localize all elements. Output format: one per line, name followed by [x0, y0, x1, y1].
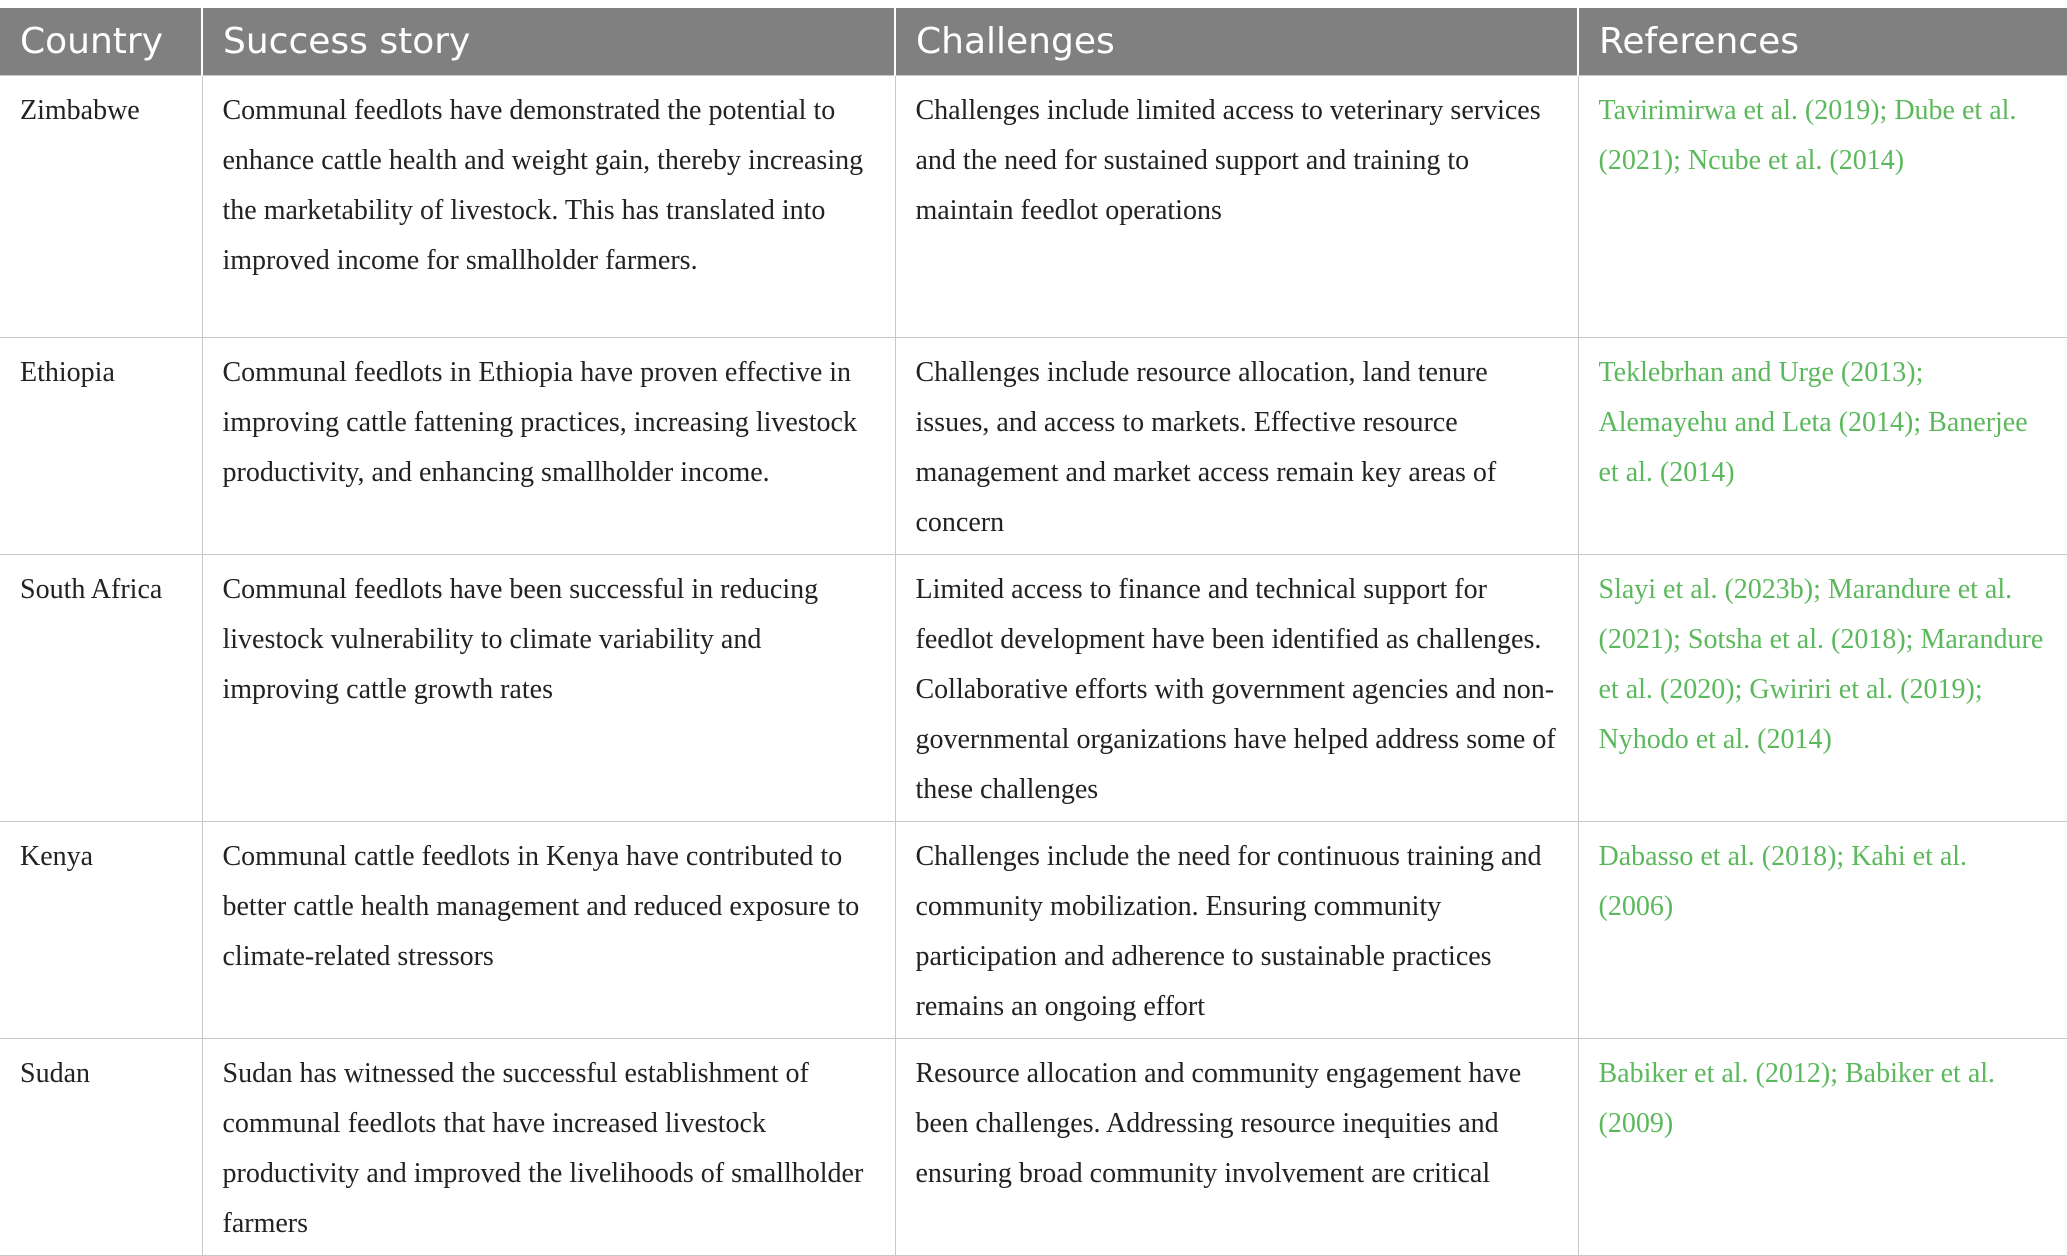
cell-challenges: Challenges include limited access to veterinary services and the need for sustained support and training to maintain feedlot operations — [895, 75, 1578, 337]
cell-challenges: Challenges include resource allocation, land tenure issues, and access to markets. Effective resource management and market access remain key areas of concern — [895, 337, 1578, 554]
cell-references[interactable]: Slayi et al. (2023b); Marandure et al. (2021); Sotsha et al. (2018); Marandure et al. (2020); Gwiriri et al. (2019); Nyhodo et al. (2014) — [1578, 554, 2067, 821]
cell-challenges: Resource allocation and community engagement have been challenges. Addressing resource inequities and ensuring broad community involvement are critical — [895, 1038, 1578, 1255]
cell-success-story: Sudan has witnessed the successful establishment of communal feedlots that have increased livestock productivity and improved the livelihoods of smallholder farmers — [202, 1038, 895, 1255]
cell-references[interactable]: Tavirimirwa et al. (2019); Dube et al. (2021); Ncube et al. (2014) — [1578, 75, 2067, 337]
header-row — [0, 8, 2067, 75]
table-row — [0, 821, 2067, 1038]
cell-success-story: Communal cattle feedlots in Kenya have contributed to better cattle health management and reduced exposure to climate-related stressors — [202, 821, 895, 1038]
cell-country: Sudan — [0, 1038, 202, 1255]
cell-challenges: Limited access to finance and technical support for feedlot development have been identified as challenges. Collaborative efforts with government agencies and non-governmental organizations have helped address some of these challenges — [895, 554, 1578, 821]
cell-country: Ethiopia — [0, 337, 202, 554]
cell-references[interactable]: Teklebrhan and Urge (2013); Alemayehu and Leta (2014); Banerjee et al. (2014) — [1578, 337, 2067, 554]
cell-country: South Africa — [0, 554, 202, 821]
cell-success-story: Communal feedlots in Ethiopia have proven effective in improving cattle fattening practices, increasing livestock productivity, and enhancing smallholder income. — [202, 337, 895, 554]
cell-references[interactable]: Dabasso et al. (2018); Kahi et al. (2006) — [1578, 821, 2067, 1038]
cell-success-story: Communal feedlots have been successful in reducing livestock vulnerability to climate variability and improving cattle growth rates — [202, 554, 895, 821]
header-country: Country — [0, 8, 202, 75]
cell-country: Kenya — [0, 821, 202, 1038]
table-body — [0, 75, 2067, 1255]
cell-references[interactable]: Babiker et al. (2012); Babiker et al. (2009) — [1578, 1038, 2067, 1255]
feedlot-table — [0, 8, 2067, 1256]
header-success-story: Success story — [202, 8, 895, 75]
table-row — [0, 337, 2067, 554]
table-row — [0, 75, 2067, 337]
table-header — [0, 8, 2067, 75]
cell-country: Zimbabwe — [0, 75, 202, 337]
cell-challenges: Challenges include the need for continuous training and community mobilization. Ensuring community participation and adherence to sustainable practices remains an ongoing effort — [895, 821, 1578, 1038]
feedlot-table-container — [0, 8, 2067, 1256]
table-row — [0, 554, 2067, 821]
header-challenges: Challenges — [895, 8, 1578, 75]
table-row — [0, 1038, 2067, 1255]
cell-success-story: Communal feedlots have demonstrated the potential to enhance cattle health and weight gain, thereby increasing the marketability of livestock. This has translated into improved income for smallholder farmers. — [202, 75, 895, 337]
header-references: References — [1578, 8, 2067, 75]
